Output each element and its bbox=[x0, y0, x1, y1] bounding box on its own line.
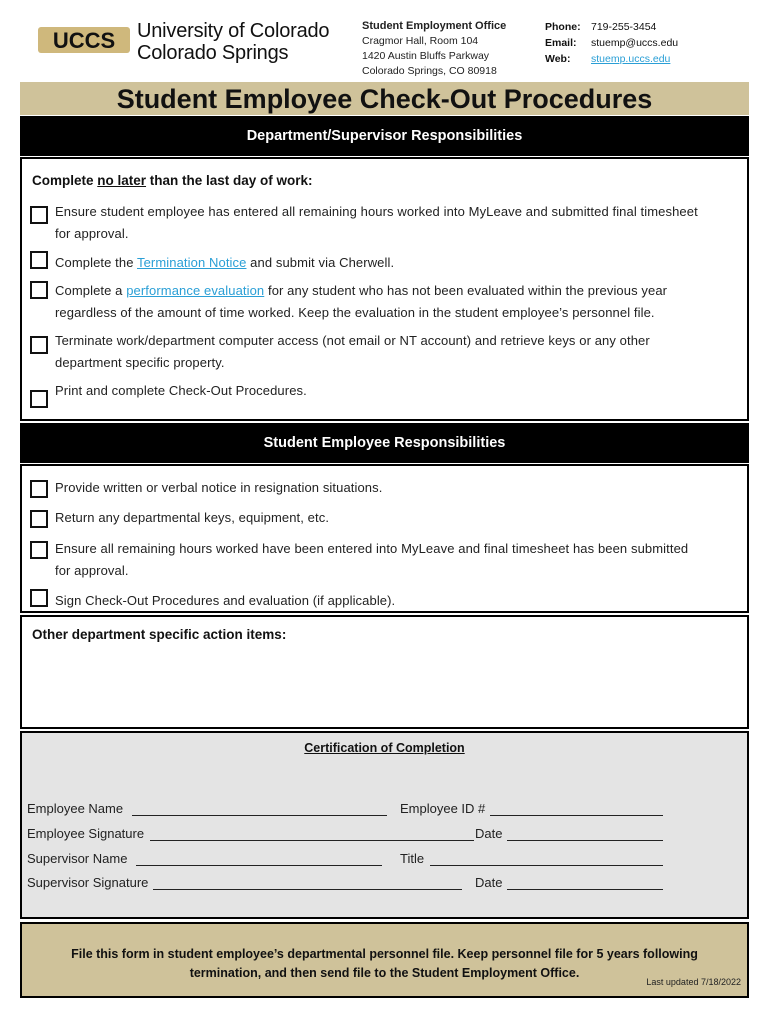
checkbox-supervisor-2[interactable] bbox=[30, 251, 48, 269]
supervisor-name-field[interactable] bbox=[136, 853, 382, 866]
supervisor-signature-field[interactable] bbox=[153, 877, 462, 890]
last-updated: Last updated 7/18/2022 bbox=[646, 977, 741, 987]
email-label: Email: bbox=[545, 37, 577, 49]
address-line-1: Cragmor Hall, Room 104 bbox=[362, 35, 479, 47]
supervisor-name-label: Supervisor Name bbox=[27, 851, 128, 866]
checkbox-student-4[interactable] bbox=[30, 589, 48, 607]
supervisor-section-header: Department/Supervisor Responsibilities bbox=[20, 116, 749, 156]
employee-date-label: Date bbox=[475, 826, 503, 841]
address-line-3: Colorado Springs, CO 80918 bbox=[362, 65, 497, 77]
footer-notice-box bbox=[20, 922, 749, 998]
address-line-2: 1420 Austin Bluffs Parkway bbox=[362, 50, 490, 62]
university-name bbox=[137, 20, 329, 64]
web-label: Web: bbox=[545, 53, 571, 65]
employee-signature-label: Employee Signature bbox=[27, 826, 145, 841]
supervisor-intro: Complete no later than the last day of work: bbox=[32, 173, 313, 188]
supervisor-date-label: Date bbox=[475, 875, 503, 890]
employee-date-field[interactable] bbox=[507, 828, 663, 841]
supervisor-responsibilities-box bbox=[20, 157, 749, 421]
supervisor-item-1: Ensure student employee has entered all remaining hours worked into MyLeave and submitted final timesheet for approval. bbox=[55, 204, 698, 241]
supervisor-title-field[interactable] bbox=[430, 853, 663, 866]
email-value[interactable]: stuemp@uccs.edu bbox=[591, 37, 679, 49]
supervisor-date-field[interactable] bbox=[507, 877, 663, 890]
other-items-heading: Other department specific action items: bbox=[32, 627, 287, 642]
office-address bbox=[362, 19, 506, 79]
student-responsibilities-box bbox=[20, 464, 749, 613]
web-link[interactable]: stuemp.uccs.edu bbox=[591, 53, 671, 65]
office-name: Student Employment Office bbox=[362, 20, 507, 32]
footer-notice: File this form in student employee’s departmental personnel file. Keep personnel file for 5 years following termination, and then send file to the Student Employment Office. bbox=[71, 947, 698, 980]
phone-value: 719-255-3454 bbox=[591, 21, 657, 33]
checkbox-student-1[interactable] bbox=[30, 480, 48, 498]
contact-info bbox=[545, 19, 678, 67]
checkbox-supervisor-4[interactable] bbox=[30, 336, 48, 354]
checkbox-supervisor-3[interactable] bbox=[30, 281, 48, 299]
supervisor-item-5: Print and complete Check-Out Procedures. bbox=[55, 383, 307, 398]
no-later-emphasis: no later bbox=[97, 173, 147, 188]
employee-name-label: Employee Name bbox=[27, 801, 124, 816]
employee-name-field[interactable] bbox=[132, 803, 387, 816]
checkbox-student-2[interactable] bbox=[30, 510, 48, 528]
page-title: Student Employee Check-Out Procedures bbox=[20, 82, 749, 115]
supervisor-title-label: Title bbox=[400, 851, 425, 866]
supervisor-signature-label: Supervisor Signature bbox=[27, 875, 149, 890]
phone-label: Phone: bbox=[545, 21, 581, 33]
student-item-4: Sign Check-Out Procedures and evaluation (if applicable). bbox=[55, 593, 396, 608]
termination-notice-link[interactable]: Termination Notice bbox=[137, 255, 247, 270]
university-line-1: University of Colorado bbox=[137, 20, 330, 42]
supervisor-item-2: Complete the Termination Notice and submit via Cherwell. bbox=[55, 255, 395, 270]
certification-box bbox=[20, 731, 749, 919]
checkbox-supervisor-5[interactable] bbox=[30, 390, 48, 408]
other-action-items-box[interactable] bbox=[20, 615, 749, 729]
employee-id-label: Employee ID # bbox=[400, 801, 486, 816]
performance-evaluation-link[interactable]: performance evaluation bbox=[126, 283, 265, 298]
uccs-logo bbox=[38, 25, 130, 55]
checkbox-supervisor-1[interactable] bbox=[30, 206, 48, 224]
student-item-1: Provide written or verbal notice in resignation situations. bbox=[55, 480, 383, 495]
svg-text:UCCS: UCCS bbox=[52, 28, 116, 53]
employee-signature-field[interactable] bbox=[150, 828, 474, 841]
certification-title: Certification of Completion bbox=[304, 741, 465, 755]
student-item-3: Ensure all remaining hours worked have been entered into MyLeave and final timesheet has been submitted for approval. bbox=[55, 541, 689, 578]
student-section-header: Student Employee Responsibilities bbox=[20, 423, 749, 463]
supervisor-item-4: Terminate work/department computer access (not email or NT account) and retrieve keys or any other department specific property. bbox=[55, 333, 650, 370]
student-item-2: Return any departmental keys, equipment, etc. bbox=[55, 510, 330, 525]
supervisor-item-3: Complete a performance evaluation for any student who has not been evaluated within the previous year regardless of the amount of time worked. Keep the evaluation in the student employee’s personnel file. bbox=[55, 283, 668, 320]
employee-id-field[interactable] bbox=[490, 803, 663, 816]
checkbox-student-3[interactable] bbox=[30, 541, 48, 559]
university-line-2: Colorado Springs bbox=[137, 42, 289, 64]
